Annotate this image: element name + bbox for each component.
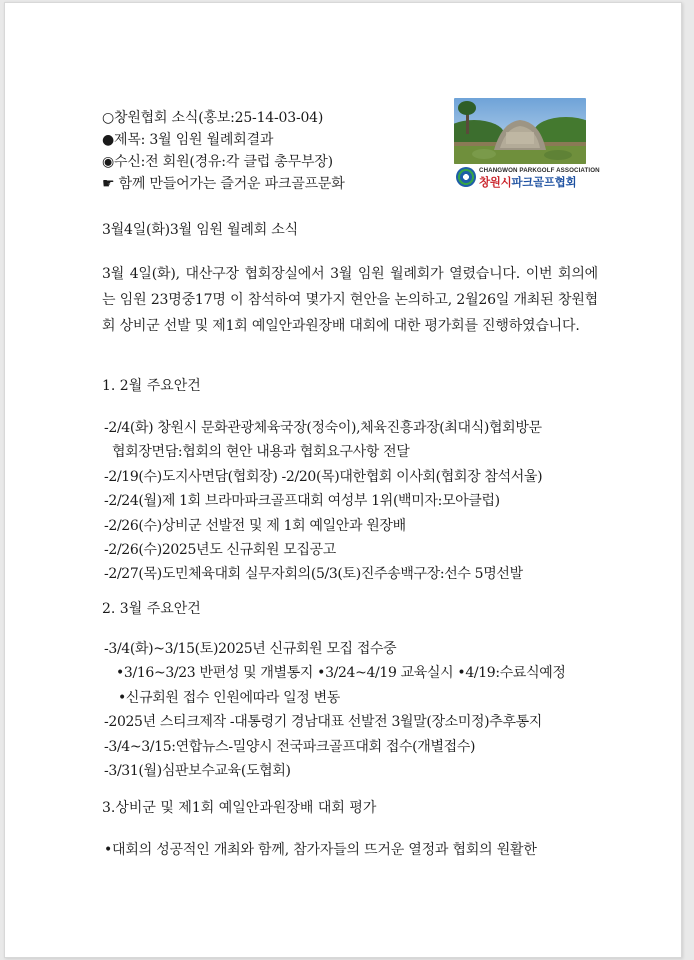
- section-1-title: 1. 2월 주요안건: [102, 378, 201, 394]
- recipient-line: ◉수신:전 회원(경유:각 클럽 총무부장): [102, 154, 333, 170]
- list-item: -3/31(월)심판보수교육(도협회): [104, 763, 291, 780]
- section-1-list: [104, 416, 604, 587]
- list-item: 협회장면담:협회의 현안 내용과 협회요구사항 전달: [112, 444, 410, 461]
- list-item: -2/19(수)도지사면담(협회장) -2/20(목)대한협회 이사회(협회장 참석서울): [104, 468, 543, 485]
- logo-english-name: CHANGWON PARKGOLF ASSOCIATION: [479, 167, 600, 174]
- document-header: [102, 107, 432, 195]
- list-item: •신규회원 접수 인원에따라 일정 변동: [118, 689, 340, 706]
- list-item: -3/4(화)~3/15(토)2025년 신규회원 모집 접수중: [104, 641, 397, 657]
- slogan-line: ☛ 함께 만들어가는 즐거운 파크골프문화: [102, 176, 345, 192]
- logo-korean-name: [479, 174, 576, 190]
- list-item: -2/26(수)상비군 선발전 및 제 1회 예일안과 원장배: [104, 517, 406, 534]
- section-3-title: 3.상비군 및 제1회 예일안과원장배 대회 평가: [102, 800, 377, 816]
- news-subtitle: 3월4일(화)3월 임원 월례회 소식: [102, 222, 298, 238]
- logo-signboard: [454, 164, 600, 190]
- association-logo: [454, 98, 600, 190]
- intro-paragraph: 3월 4일(화), 대산구장 협회장실에서 3월 임원 월례회가 열렸습니다. 이번 회의에는 임원 23명중17명 이 참석하여 몇가지 현안을 논의하고, 2월26일 개최된 창원협회 상비군 선발 및 제1회 예일안과원장배 대회에 대한 평가회를 진행하였습니다.: [102, 266, 598, 334]
- logo-photo-image: [454, 98, 586, 164]
- section-2-title: 2. 3월 주요안건: [102, 601, 201, 617]
- list-item: •3/16~3/23 반편성 및 개별통지 •3/24~4/19 교육실시 •4/19:수료식예정: [116, 665, 566, 682]
- association-emblem-icon: [456, 167, 476, 187]
- subject-line: ●제목: 3월 임원 월례회결과: [102, 132, 274, 148]
- list-item: -2/26(수)2025년도 신규회원 모집공고: [104, 542, 336, 559]
- list-item: -2025년 스티크제작 -대통령기 경남대표 선발전 3월말(장소미정)추후통지: [104, 714, 542, 731]
- document-page: [4, 2, 682, 958]
- section-2-list: [104, 637, 604, 783]
- logo-korean-org: 파크골프협회: [511, 175, 577, 189]
- list-item: -2/24(월)제 1회 브라마파크골프대회 여성부 1위(백미자:모아클럽): [104, 493, 500, 510]
- logo-korean-city: 창원시: [479, 175, 512, 189]
- list-item: -2/27(목)도민체육대회 실무자회의(5/3(토)진주송백구장:선수 5명선발: [104, 566, 523, 583]
- list-item: -2/4(화) 창원시 문화관광체육국장(정숙이),체육진흥과장(최대식)협회방문: [104, 420, 542, 436]
- news-source-line: ○창원협회 소식(홍보:25-14-03-04): [102, 110, 324, 126]
- section-3-text: •대회의 성공적인 개최와 함께, 참가자들의 뜨거운 열정과 협회의 원활한: [104, 842, 537, 858]
- list-item: -3/4~3/15:연합뉴스-밀양시 전국파크골프대회 접수(개별접수): [104, 738, 476, 755]
